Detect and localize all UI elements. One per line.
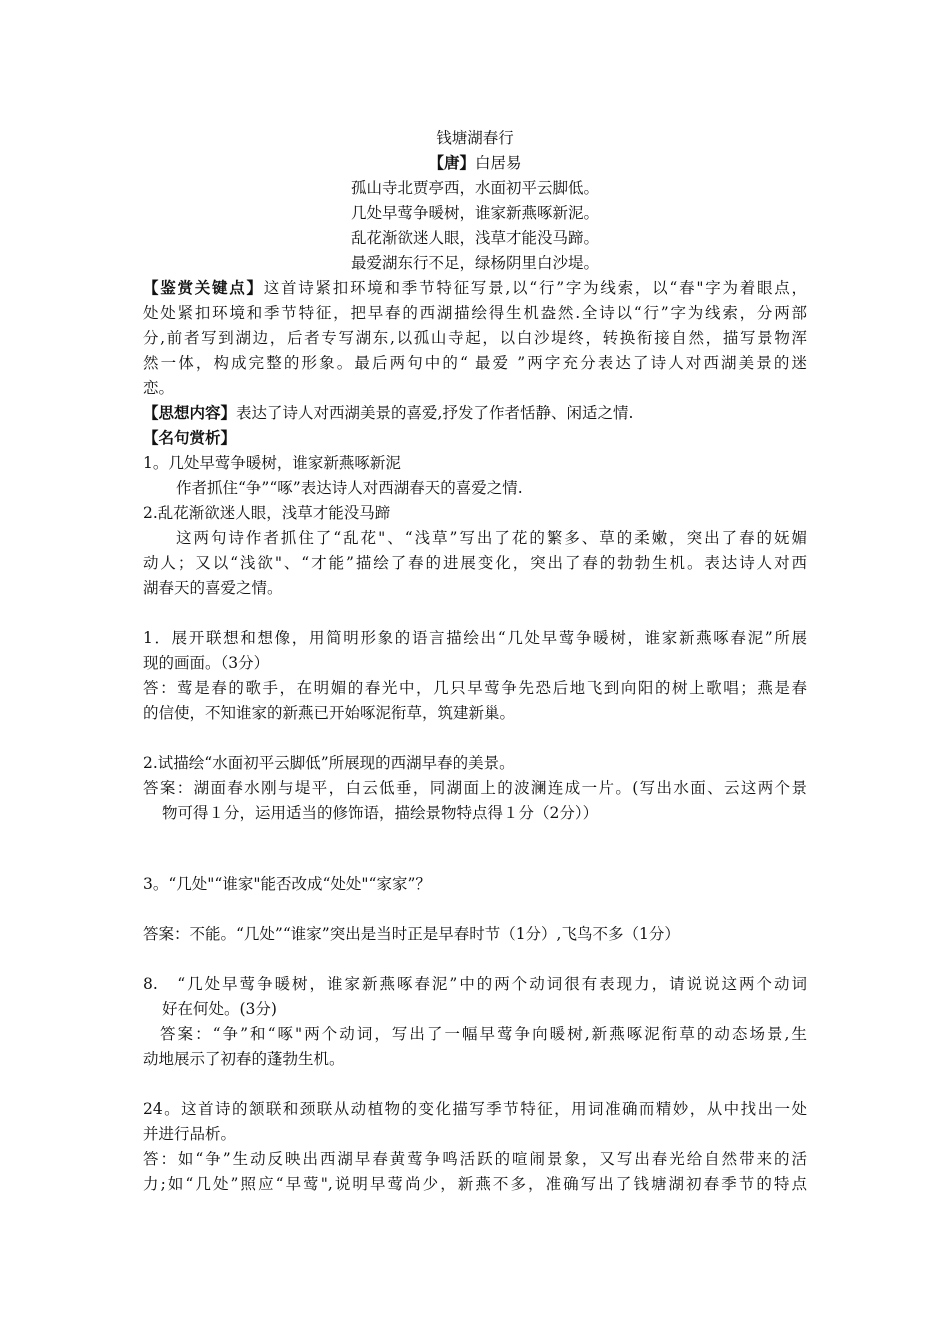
famous-label: 【名句赏析】 (143, 428, 237, 447)
question-1-line: 1．展开联想和想像，用简明形象的语言描绘出“几处早莺争暖树，谁家新燕啄春泥”所展 (143, 629, 807, 647)
answer-24-line: 答：如“争”生动反映出西湖早春黄莺争鸣活跃的喧闹景象，又写出春光给自然带来的活 (143, 1150, 807, 1168)
famous-item-2: 2.乱花渐欲迷人眼，浅草才能没马蹄 (143, 504, 391, 522)
answer-1-line: 的信使，不知谁家的新燕已开始啄泥衔草，筑建新巢。 (143, 704, 516, 722)
thought-text: 表达了诗人对西湖美景的喜爱,抒发了作者恬静、闲适之情. (236, 404, 634, 422)
poem-line: 孤山寺北贾亭西，水面初平云脚低。 (350, 179, 599, 197)
question-8-line: 8. “几处早莺争暖树，谁家新燕啄春泥”中的两个动词很有表现力，请说说这两个动词 (143, 975, 807, 993)
answer-3: 答案：不能。“几处”“谁家”突出是当时正是早春时节（1分）,飞鸟不多（1分） (143, 925, 680, 943)
thought-line (143, 401, 633, 425)
poem-author: 白居易 (475, 154, 522, 172)
answer-24-line: 力;如“几处”照应“早莺",说明早莺尚少，新燕不多，准确写出了钱塘湖初春季节的特点 (143, 1175, 807, 1193)
thought-label: 【思想内容】 (143, 403, 237, 422)
question-2: 2.试描绘“水面初平云脚低”所展现的西湖早春的美景。 (143, 754, 515, 772)
appreciation-line: 恋。 (143, 379, 175, 397)
famous-item-2-note-line: 湖春天的喜爱之情。 (143, 579, 283, 597)
answer-8-line: 答案：“争”和“啄"两个动词，写出了一幅早莺争向暖树,新燕啄泥衔草的动态场景,生 (160, 1025, 807, 1043)
appreciation-line: 处处紧扣环境和季节特征，把早春的西湖描绘得生机盎然.全诗以“行”字为线索，分两部 (143, 304, 807, 322)
question-24-line: 并进行品析。 (143, 1125, 237, 1143)
famous-item-2-note-line: 这两句诗作者抓住了“乱花"、“浅草”写出了花的繁多、草的柔嫩，突出了春的妩媚 (176, 529, 807, 547)
poem-line: 几处早莺争暖树，谁家新燕啄新泥。 (350, 204, 599, 222)
answer-8-line: 动地展示了初春的蓬勃生机。 (143, 1050, 345, 1068)
appreciation-text: 这首诗紧扣环境和季节特征写景,以“行”字为线索，以“春"字为着眼点， (263, 279, 807, 297)
famous-item-2-note-line: 动人；又以“浅欲"、“才能”描绘了春的进展变化，突出了春的勃勃生机。表达诗人对西 (143, 554, 807, 572)
answer-1-line: 答：莺是春的歌手，在明媚的春光中，几只早莺争先恐后地飞到向阳的树上歌唱；燕是春 (143, 679, 807, 697)
question-1-line: 现的画面。（3分） (143, 654, 270, 672)
question-24-line: 24。这首诗的颔联和颈联从动植物的变化描写季节特征，用词准确而精妙，从中找出一处 (143, 1100, 807, 1118)
appreciation-first-line (143, 276, 807, 300)
poem-title: 钱塘湖春行 (436, 129, 514, 147)
famous-item-1: 1。几处早莺争暖树，谁家新燕啄新泥 (143, 454, 401, 472)
question-3: 3。“几处"“谁家"能否改成“处处"“家家”？ (143, 875, 431, 893)
poem-dynasty: 【唐】 (428, 153, 475, 172)
appreciation-line: 然一体，构成完整的形象。最后两句中的“ 最爱 ”两字充分表达了诗人对西湖美景的迷 (143, 354, 807, 372)
appreciation-line: 分,前者写到湖边，后者专写湖东,以孤山寺起，以白沙堤终，转换衔接自然，描写景物浑 (143, 329, 807, 347)
poem-line: 乱花渐欲迷人眼，浅草才能没马蹄。 (350, 229, 599, 247)
answer-2-line: 答案：湖面春水刚与堤平，白云低垂，同湖面上的波澜连成一片。(写出水面、云这两个景 (143, 779, 807, 797)
poem-line: 最爱湖东行不足，绿杨阴里白沙堤。 (350, 254, 599, 272)
famous-item-1-note: 作者抓住“争”“啄”表达诗人对西湖春天的喜爱之情. (176, 479, 523, 497)
answer-2-line: 物可得１分，运用适当的修饰语，描绘景物特点得１分（2分）） (162, 804, 599, 822)
question-8-line: 好在何处。(3分) (162, 1000, 277, 1018)
poem-byline (0, 151, 950, 175)
appreciation-label: 【鉴赏关键点】 (143, 278, 264, 297)
